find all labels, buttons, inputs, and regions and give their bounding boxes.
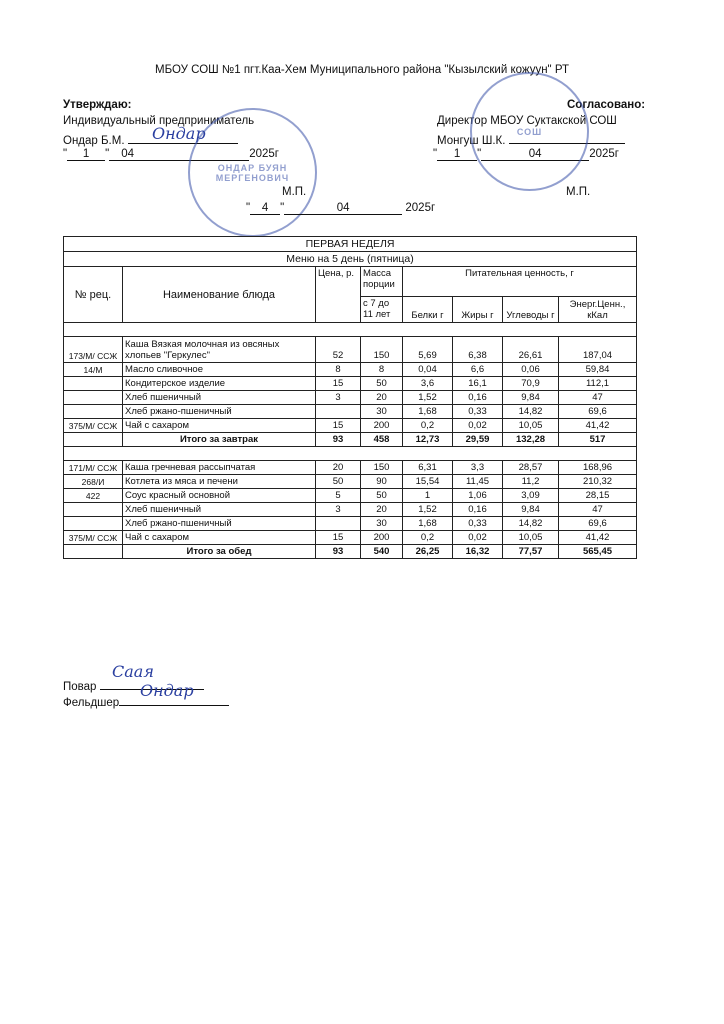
carbs-cell: 70,9 — [503, 377, 559, 391]
col-name-header: Наименование блюда — [123, 267, 316, 323]
table-row — [64, 363, 637, 377]
recipe-number-cell — [64, 503, 123, 517]
lunch-total-row — [64, 545, 637, 559]
dish-name-cell: Хлеб пшеничный — [123, 503, 316, 517]
protein-cell: 0,2 — [403, 419, 453, 433]
recipe-number-cell — [64, 391, 123, 405]
breakfast-total-carb: 132,28 — [503, 433, 559, 447]
quote-open: " — [63, 148, 68, 160]
breakfast-body — [64, 337, 637, 433]
price-cell — [316, 517, 361, 531]
spacer-row — [64, 447, 637, 461]
fat-cell: 6,38 — [453, 337, 503, 363]
protein-cell: 1,52 — [403, 391, 453, 405]
fat-cell: 0,02 — [453, 531, 503, 545]
breakfast-total-fat: 29,59 — [453, 433, 503, 447]
price-cell — [316, 405, 361, 419]
approve-stamp-text: ОНДАР БУЯН МЕРГЕНОВИЧ — [215, 162, 290, 183]
carbs-cell: 14,82 — [503, 517, 559, 531]
quote-close: " — [105, 148, 110, 160]
agree-stamp — [470, 72, 589, 191]
center-date-month: 04 — [284, 202, 402, 215]
protein-cell: 15,54 — [403, 475, 453, 489]
recipe-number-cell: 268/И — [64, 475, 123, 489]
fat-cell: 0,16 — [453, 391, 503, 405]
col-protein-header: Белки г — [403, 297, 453, 323]
agree-position: Директор МБОУ Суктакской СОШ — [437, 115, 617, 127]
week-title: ПЕРВАЯ НЕДЕЛЯ — [64, 237, 637, 252]
agree-date-year: 2025г — [589, 148, 619, 160]
table-row — [64, 419, 637, 433]
table-row — [64, 377, 637, 391]
table-row — [64, 461, 637, 475]
fat-cell: 0,16 — [453, 503, 503, 517]
approve-position: Индивидуальный предприниматель — [63, 115, 255, 127]
agree-date-month: 04 — [481, 148, 589, 161]
center-date — [246, 202, 435, 215]
fat-cell: 1,06 — [453, 489, 503, 503]
dish-name-cell: Масло сливочное — [123, 363, 316, 377]
fat-cell: 6,6 — [453, 363, 503, 377]
spacer-row — [64, 323, 637, 337]
mass-cell: 30 — [361, 405, 403, 419]
recipe-number-cell — [64, 517, 123, 531]
protein-cell: 6,31 — [403, 461, 453, 475]
mass-cell: 90 — [361, 475, 403, 489]
dish-name-cell: Хлеб пшеничный — [123, 391, 316, 405]
fat-cell: 0,02 — [453, 419, 503, 433]
medic-signature: Ондар — [140, 681, 194, 700]
quote-close: " — [280, 202, 285, 214]
recipe-number-cell: 171/М/ ССЖ — [64, 461, 123, 475]
mass-cell: 8 — [361, 363, 403, 377]
total-empty — [64, 545, 123, 559]
table-row — [64, 531, 637, 545]
agree-date-day: 1 — [437, 148, 477, 161]
protein-cell: 3,6 — [403, 377, 453, 391]
spacer-cell — [64, 447, 637, 461]
header-row-1 — [64, 267, 637, 297]
price-cell: 5 — [316, 489, 361, 503]
breakfast-total-mass: 458 — [361, 433, 403, 447]
energy-cell: 210,32 — [559, 475, 637, 489]
col-fat-header: Жиры г — [453, 297, 503, 323]
recipe-number-cell: 375/М/ ССЖ — [64, 419, 123, 433]
agree-heading: Согласовано: — [567, 99, 646, 111]
price-cell: 15 — [316, 531, 361, 545]
agree-stamp-text: СОШ — [516, 126, 543, 137]
fat-cell: 0,33 — [453, 405, 503, 419]
carbs-cell: 14,82 — [503, 405, 559, 419]
price-cell: 3 — [316, 391, 361, 405]
day-row — [64, 252, 637, 267]
energy-cell: 69,6 — [559, 517, 637, 531]
breakfast-total-protein: 12,73 — [403, 433, 453, 447]
approve-signature: Ондар — [152, 124, 206, 143]
document-title: МБОУ СОШ №1 пгт.Каа-Хем Муниципального района "Кызылский кожуун" РТ — [154, 64, 570, 76]
recipe-number-cell — [64, 377, 123, 391]
carbs-cell: 9,84 — [503, 503, 559, 517]
dish-name-cell: Котлета из мяса и печени — [123, 475, 316, 489]
lunch-total-price: 93 — [316, 545, 361, 559]
center-date-day: 4 — [250, 202, 280, 215]
approve-date-month: 04 — [109, 148, 249, 161]
carbs-cell: 10,05 — [503, 531, 559, 545]
recipe-number-cell: 422 — [64, 489, 123, 503]
cook-signature: Саая — [112, 662, 154, 681]
dish-name-cell: Кондитерское изделие — [123, 377, 316, 391]
energy-cell: 47 — [559, 391, 637, 405]
price-cell: 3 — [316, 503, 361, 517]
price-cell: 15 — [316, 419, 361, 433]
mass-cell: 50 — [361, 489, 403, 503]
protein-cell: 0,2 — [403, 531, 453, 545]
table-row — [64, 391, 637, 405]
mass-cell: 150 — [361, 337, 403, 363]
recipe-number-cell — [64, 405, 123, 419]
price-cell: 52 — [316, 337, 361, 363]
protein-cell: 1 — [403, 489, 453, 503]
mass-cell: 30 — [361, 517, 403, 531]
table-row — [64, 517, 637, 531]
day-title: Меню на 5 день (пятница) — [64, 252, 637, 267]
dish-name-cell: Каша Вязкая молочная из овсяных хлопьев "Геркулес" — [123, 337, 316, 363]
medic-label: Фельдшер — [63, 697, 120, 709]
approve-date-year: 2025г — [249, 148, 279, 160]
carbs-cell: 0,06 — [503, 363, 559, 377]
lunch-total-energy: 565,45 — [559, 545, 637, 559]
fat-cell: 3,3 — [453, 461, 503, 475]
dish-name-cell: Хлеб ржано-пшеничный — [123, 517, 316, 531]
protein-cell: 5,69 — [403, 337, 453, 363]
price-cell: 8 — [316, 363, 361, 377]
price-cell: 15 — [316, 377, 361, 391]
breakfast-total-price: 93 — [316, 433, 361, 447]
fat-cell: 16,1 — [453, 377, 503, 391]
protein-cell: 1,52 — [403, 503, 453, 517]
table-row — [64, 489, 637, 503]
col-carb-header: Углеводы г — [503, 297, 559, 323]
table-row — [64, 503, 637, 517]
table-row — [64, 475, 637, 489]
col-mass-sub-header: с 7 до 11 лет — [361, 297, 403, 323]
center-date-year: 2025г — [405, 202, 436, 214]
mass-cell: 150 — [361, 461, 403, 475]
energy-cell: 41,42 — [559, 531, 637, 545]
energy-cell: 187,04 — [559, 337, 637, 363]
approve-stamp — [188, 108, 317, 237]
carbs-cell: 11,2 — [503, 475, 559, 489]
spacer-cell — [64, 323, 637, 337]
week-row — [64, 237, 637, 252]
protein-cell: 1,68 — [403, 517, 453, 531]
energy-cell: 28,15 — [559, 489, 637, 503]
lunch-total-mass: 540 — [361, 545, 403, 559]
energy-cell: 47 — [559, 503, 637, 517]
lunch-total-protein: 26,25 — [403, 545, 453, 559]
approve-heading: Утверждаю: — [63, 99, 132, 111]
table-row — [64, 405, 637, 419]
fat-cell: 11,45 — [453, 475, 503, 489]
agree-mp: М.П. — [566, 186, 591, 198]
col-num-header: № рец. — [64, 267, 123, 323]
recipe-number-cell: 14/М — [64, 363, 123, 377]
protein-cell: 1,68 — [403, 405, 453, 419]
col-price-header: Цена, р. — [316, 267, 361, 323]
agree-name-text: Монгуш Ш.К. — [437, 135, 506, 147]
col-energy-header: Энерг.Ценн., кКал — [559, 297, 637, 323]
carbs-cell: 9,84 — [503, 391, 559, 405]
energy-cell: 41,42 — [559, 419, 637, 433]
carbs-cell: 3,09 — [503, 489, 559, 503]
recipe-number-cell: 375/М/ ССЖ — [64, 531, 123, 545]
fat-cell: 0,33 — [453, 517, 503, 531]
lunch-body — [64, 461, 637, 545]
mass-cell: 200 — [361, 419, 403, 433]
breakfast-total-label: Итого за завтрак — [123, 433, 316, 447]
breakfast-total-energy: 517 — [559, 433, 637, 447]
lunch-total-carb: 77,57 — [503, 545, 559, 559]
price-cell: 20 — [316, 461, 361, 475]
energy-cell: 59,84 — [559, 363, 637, 377]
carbs-cell: 26,61 — [503, 337, 559, 363]
menu-table — [63, 236, 637, 559]
mass-cell: 200 — [361, 531, 403, 545]
table-row — [64, 337, 637, 363]
dish-name-cell: Каша гречневая рассыпчатая — [123, 461, 316, 475]
cook-label: Повар — [63, 681, 97, 693]
lunch-total-fat: 16,32 — [453, 545, 503, 559]
quote-open: " — [246, 202, 251, 214]
total-empty — [64, 433, 123, 447]
recipe-number-cell: 173/М/ ССЖ — [64, 337, 123, 363]
mass-cell: 20 — [361, 391, 403, 405]
quote-close: " — [477, 148, 482, 160]
protein-cell: 0,04 — [403, 363, 453, 377]
energy-cell: 112,1 — [559, 377, 637, 391]
dish-name-cell: Чай с сахаром — [123, 531, 316, 545]
mass-cell: 50 — [361, 377, 403, 391]
carbs-cell: 10,05 — [503, 419, 559, 433]
energy-cell: 168,96 — [559, 461, 637, 475]
col-mass-header: Масса порции — [361, 267, 403, 297]
dish-name-cell: Хлеб ржано-пшеничный — [123, 405, 316, 419]
dish-name-cell: Чай с сахаром — [123, 419, 316, 433]
approve-name-text: Ондар Б.М. — [63, 135, 125, 147]
breakfast-total-row — [64, 433, 637, 447]
carbs-cell: 28,57 — [503, 461, 559, 475]
quote-open: " — [433, 148, 438, 160]
price-cell: 50 — [316, 475, 361, 489]
mass-cell: 20 — [361, 503, 403, 517]
approve-mp: М.П. — [282, 186, 307, 198]
lunch-total-label: Итого за обед — [123, 545, 316, 559]
energy-cell: 69,6 — [559, 405, 637, 419]
dish-name-cell: Соус красный основной — [123, 489, 316, 503]
col-nutrition-header: Питательная ценность, г — [403, 267, 637, 297]
approve-date-day: 1 — [67, 148, 105, 161]
